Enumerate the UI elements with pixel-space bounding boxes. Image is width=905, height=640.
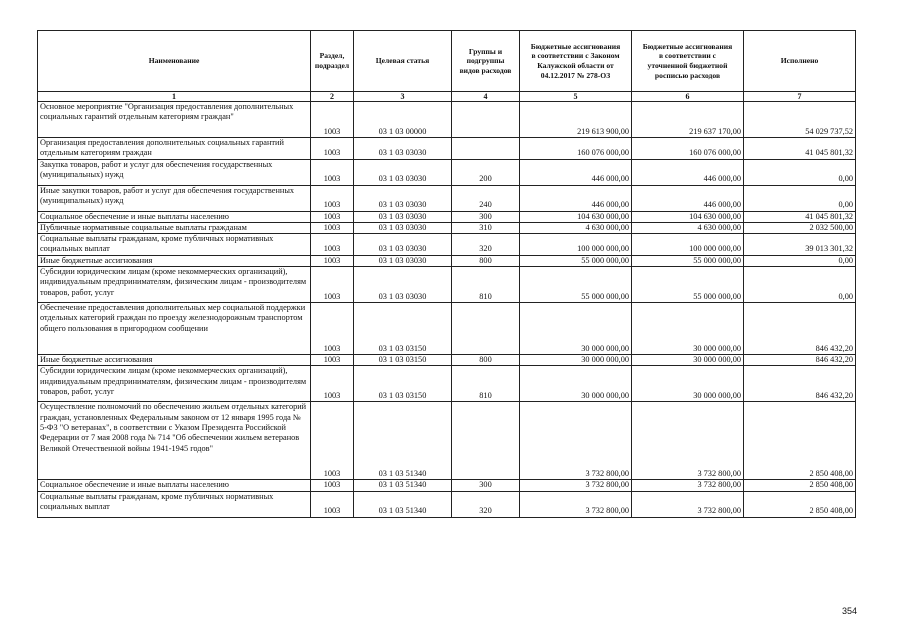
row-expense-group — [452, 303, 520, 355]
row-name: Обеспечение предоставления дополнительных мер социальной поддержки отдельных категорий граждан по проезду железнодорожным транспортом общего пользования в пригородном сообщении — [38, 303, 311, 355]
row-name: Закупка товаров, работ и услуг для обеспечения государственных (муниципальных) нужд — [38, 159, 311, 185]
row-law-amount: 4 630 000,00 — [520, 222, 632, 233]
row-revised-amount: 100 000 000,00 — [632, 234, 744, 256]
row-law-amount: 30 000 000,00 — [520, 355, 632, 366]
table-row — [38, 185, 856, 211]
row-law-amount: 30 000 000,00 — [520, 366, 632, 402]
row-expense-group: 320 — [452, 234, 520, 256]
row-section: 1003 — [311, 138, 354, 160]
row-section: 1003 — [311, 402, 354, 480]
row-executed-amount: 846 432,20 — [744, 366, 856, 402]
row-target-article: 03 1 03 03030 — [354, 222, 452, 233]
row-name: Социальное обеспечение и иные выплаты населению — [38, 211, 311, 222]
row-section: 1003 — [311, 366, 354, 402]
row-law-amount: 55 000 000,00 — [520, 267, 632, 303]
row-name: Осуществление полномочий по обеспечению жильем отдельных категорий граждан, установленных Федеральным законом от 12 января 1995 года № 5-ФЗ "О ветеранах", в соответствии с Указом Президента Российской Федерации от 7 мая 2008 года № 714 "Об обеспечении жильем ветеранов Великой Отечественной войны 1941-1945 годов" — [38, 402, 311, 480]
row-revised-amount: 55 000 000,00 — [632, 255, 744, 266]
header-target-article: Целевая статья — [354, 31, 452, 92]
row-expense-group — [452, 102, 520, 138]
row-name: Иные бюджетные ассигнования — [38, 355, 311, 366]
row-law-amount: 104 630 000,00 — [520, 211, 632, 222]
table-row — [38, 138, 856, 160]
row-law-amount: 446 000,00 — [520, 185, 632, 211]
row-revised-amount: 55 000 000,00 — [632, 267, 744, 303]
column-number-row — [38, 92, 856, 102]
row-revised-amount: 446 000,00 — [632, 159, 744, 185]
table-row — [38, 222, 856, 233]
row-revised-amount: 30 000 000,00 — [632, 303, 744, 355]
row-name: Иные бюджетные ассигнования — [38, 255, 311, 266]
row-name: Социальные выплаты гражданам, кроме публичных нормативных социальных выплат — [38, 234, 311, 256]
row-target-article: 03 1 03 51340 — [354, 480, 452, 491]
row-name: Организация предоставления дополнительных социальных гарантий отдельным категориям граждан — [38, 138, 311, 160]
row-section: 1003 — [311, 234, 354, 256]
row-target-article: 03 1 03 03030 — [354, 211, 452, 222]
header-section: Раздел, подраздел — [311, 31, 354, 92]
row-revised-amount: 3 732 800,00 — [632, 491, 744, 517]
row-revised-amount: 219 637 170,00 — [632, 102, 744, 138]
row-name: Основное мероприятие "Организация предоставления дополнительных социальных гарантий отдельным категориям граждан" — [38, 102, 311, 138]
row-expense-group: 810 — [452, 267, 520, 303]
row-executed-amount: 0,00 — [744, 267, 856, 303]
row-executed-amount: 2 850 408,00 — [744, 491, 856, 517]
row-law-amount: 3 732 800,00 — [520, 491, 632, 517]
row-revised-amount: 4 630 000,00 — [632, 222, 744, 233]
row-expense-group: 300 — [452, 480, 520, 491]
column-number: 1 — [38, 92, 311, 102]
row-target-article: 03 1 03 03030 — [354, 159, 452, 185]
row-revised-amount: 104 630 000,00 — [632, 211, 744, 222]
row-name: Социальные выплаты гражданам, кроме публичных нормативных социальных выплат — [38, 491, 311, 517]
row-executed-amount: 0,00 — [744, 255, 856, 266]
row-law-amount: 30 000 000,00 — [520, 303, 632, 355]
column-number: 4 — [452, 92, 520, 102]
row-expense-group: 320 — [452, 491, 520, 517]
row-section: 1003 — [311, 355, 354, 366]
row-executed-amount: 41 045 801,32 — [744, 211, 856, 222]
row-section: 1003 — [311, 185, 354, 211]
row-expense-group — [452, 402, 520, 480]
row-target-article: 03 1 03 03150 — [354, 303, 452, 355]
row-revised-amount: 3 732 800,00 — [632, 402, 744, 480]
header-name: Наименование — [38, 31, 311, 92]
row-name: Субсидии юридическим лицам (кроме некоммерческих организаций), индивидуальным предпринимателям, физическим лицам - производителям товаров, работ, услуг — [38, 267, 311, 303]
row-target-article: 03 1 03 03150 — [354, 355, 452, 366]
row-expense-group: 810 — [452, 366, 520, 402]
row-executed-amount: 846 432,20 — [744, 355, 856, 366]
row-executed-amount: 2 850 408,00 — [744, 402, 856, 480]
row-section: 1003 — [311, 267, 354, 303]
budget-report-sheet — [37, 30, 855, 518]
row-expense-group: 800 — [452, 355, 520, 366]
row-executed-amount: 39 013 301,32 — [744, 234, 856, 256]
row-law-amount: 3 732 800,00 — [520, 402, 632, 480]
header-expense-groups: Группы и подгруппы видов расходов — [452, 31, 520, 92]
row-section: 1003 — [311, 102, 354, 138]
row-executed-amount: 846 432,20 — [744, 303, 856, 355]
row-expense-group: 310 — [452, 222, 520, 233]
row-section: 1003 — [311, 159, 354, 185]
page-number: 354 — [841, 606, 857, 616]
row-revised-amount: 160 076 000,00 — [632, 138, 744, 160]
table-row — [38, 211, 856, 222]
table-row — [38, 102, 856, 138]
row-target-article: 03 1 03 03030 — [354, 138, 452, 160]
row-target-article: 03 1 03 51340 — [354, 402, 452, 480]
row-law-amount: 160 076 000,00 — [520, 138, 632, 160]
row-target-article: 03 1 03 03030 — [354, 234, 452, 256]
row-name: Социальное обеспечение и иные выплаты населению — [38, 480, 311, 491]
row-expense-group: 800 — [452, 255, 520, 266]
row-target-article: 03 1 03 03150 — [354, 366, 452, 402]
row-target-article: 03 1 03 00000 — [354, 102, 452, 138]
row-law-amount: 446 000,00 — [520, 159, 632, 185]
table-row — [38, 366, 856, 402]
row-law-amount: 100 000 000,00 — [520, 234, 632, 256]
table-row — [38, 303, 856, 355]
table-row — [38, 234, 856, 256]
column-number: 3 — [354, 92, 452, 102]
table-row — [38, 255, 856, 266]
row-executed-amount: 2 850 408,00 — [744, 480, 856, 491]
row-name: Иные закупки товаров, работ и услуг для обеспечения государственных (муниципальных) нужд — [38, 185, 311, 211]
header-law-allocations: Бюджетные ассигнования в соответствии с Законом Калужской области от 04.12.2017 № 278-ОЗ — [520, 31, 632, 92]
row-executed-amount: 0,00 — [744, 159, 856, 185]
row-revised-amount: 446 000,00 — [632, 185, 744, 211]
column-number: 5 — [520, 92, 632, 102]
row-section: 1003 — [311, 211, 354, 222]
row-revised-amount: 30 000 000,00 — [632, 355, 744, 366]
table-row — [38, 267, 856, 303]
row-name: Публичные нормативные социальные выплаты гражданам — [38, 222, 311, 233]
row-section: 1003 — [311, 222, 354, 233]
header-row — [38, 31, 856, 92]
row-target-article: 03 1 03 51340 — [354, 491, 452, 517]
row-target-article: 03 1 03 03030 — [354, 267, 452, 303]
budget-table — [37, 30, 856, 518]
row-law-amount: 219 613 900,00 — [520, 102, 632, 138]
table-row — [38, 355, 856, 366]
row-law-amount: 55 000 000,00 — [520, 255, 632, 266]
row-name: Субсидии юридическим лицам (кроме некоммерческих организаций), индивидуальным предпринимателям, физическим лицам - производителям товаров, работ, услуг — [38, 366, 311, 402]
row-section: 1003 — [311, 480, 354, 491]
row-target-article: 03 1 03 03030 — [354, 185, 452, 211]
row-expense-group: 300 — [452, 211, 520, 222]
table-row — [38, 159, 856, 185]
row-target-article: 03 1 03 03030 — [354, 255, 452, 266]
table-row — [38, 491, 856, 517]
row-revised-amount: 3 732 800,00 — [632, 480, 744, 491]
table-row — [38, 480, 856, 491]
column-number: 2 — [311, 92, 354, 102]
header-executed: Исполнено — [744, 31, 856, 92]
row-executed-amount: 54 029 737,52 — [744, 102, 856, 138]
row-section: 1003 — [311, 491, 354, 517]
row-section: 1003 — [311, 255, 354, 266]
header-revised-allocations: Бюджетные ассигнования в соответствии с уточненной бюджетной росписью расходов — [632, 31, 744, 92]
table-row — [38, 402, 856, 480]
row-expense-group — [452, 138, 520, 160]
row-executed-amount: 41 045 801,32 — [744, 138, 856, 160]
row-section: 1003 — [311, 303, 354, 355]
row-expense-group: 200 — [452, 159, 520, 185]
row-expense-group: 240 — [452, 185, 520, 211]
row-law-amount: 3 732 800,00 — [520, 480, 632, 491]
row-executed-amount: 2 032 500,00 — [744, 222, 856, 233]
column-number: 6 — [632, 92, 744, 102]
row-revised-amount: 30 000 000,00 — [632, 366, 744, 402]
column-number: 7 — [744, 92, 856, 102]
row-executed-amount: 0,00 — [744, 185, 856, 211]
